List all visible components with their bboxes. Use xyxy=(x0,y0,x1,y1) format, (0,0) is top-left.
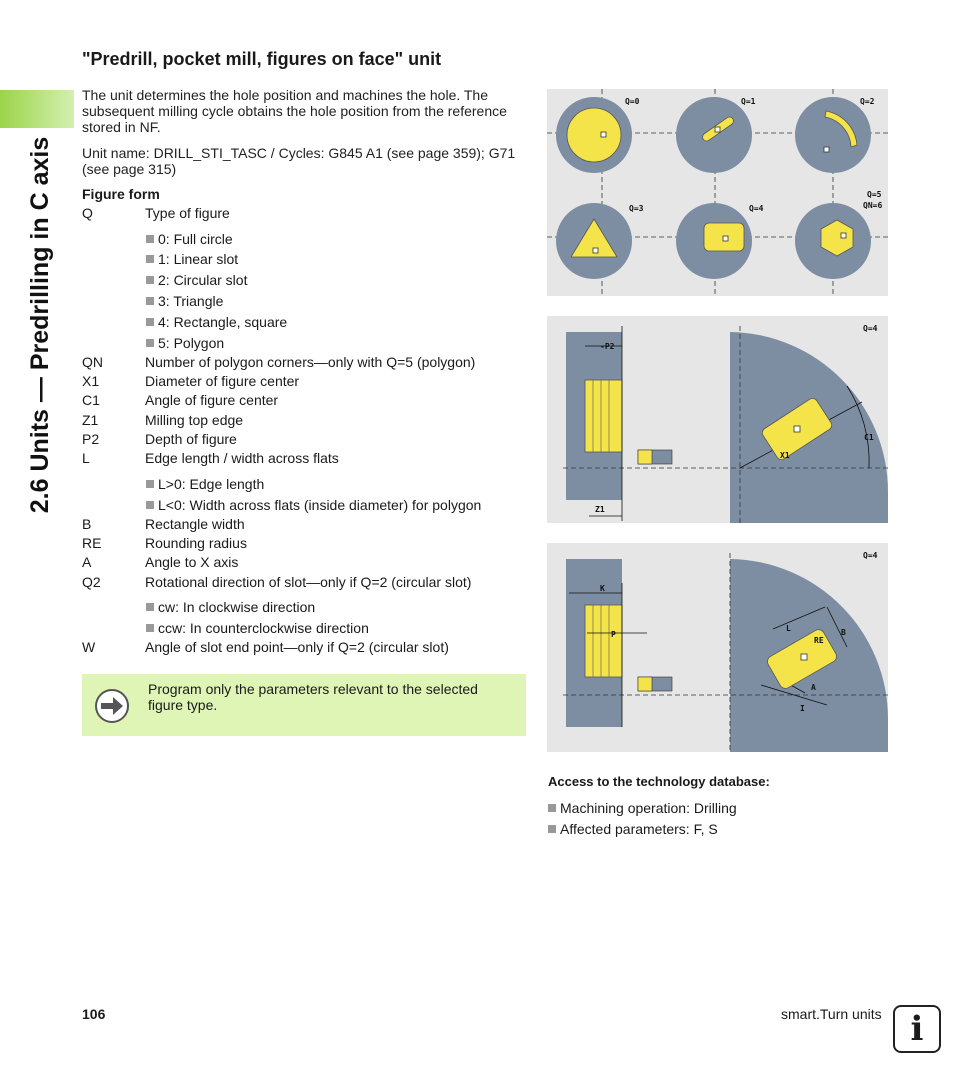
label-q0: Q=0 xyxy=(625,97,640,106)
label-l: L xyxy=(786,624,791,633)
label-q4-side: Q=4 xyxy=(863,324,878,333)
bullet-item: 0: Full circle xyxy=(146,231,233,248)
label-i: I xyxy=(800,704,805,713)
intro-paragraph: The unit determines the hole position and machines the hole. The subsequent milling cycle obtains the hole position from the reference stored in NF. xyxy=(82,87,507,135)
note-box xyxy=(82,674,526,736)
unit-name-paragraph: Unit name: DRILL_STI_TASC / Cycles: G845 A1 (see page 359); G71 (see page 315) xyxy=(82,145,516,177)
figure-types-diagram xyxy=(547,89,888,296)
chapter-tab-marker xyxy=(0,90,74,128)
bullet-item: 1: Linear slot xyxy=(146,251,238,268)
bullet-item: ccw: In counterclockwise direction xyxy=(146,620,369,637)
label-a: A xyxy=(811,683,816,692)
page-number: 106 xyxy=(82,1006,106,1022)
label-q5: Q=5 xyxy=(867,190,882,199)
label-q1: Q=1 xyxy=(741,97,756,106)
figure-form-label: Figure form xyxy=(82,186,160,202)
footer-section: smart.Turn units xyxy=(781,1006,882,1022)
tech-db-title: Access to the technology database: xyxy=(548,774,770,789)
info-icon: i xyxy=(893,1005,941,1053)
bullet-item: 4: Rectangle, square xyxy=(146,314,287,331)
bullet-item: L>0: Edge length xyxy=(146,476,264,493)
note-text: Program only the parameters relevant to the selected figure type. xyxy=(148,681,478,713)
label-q2: Q=2 xyxy=(860,97,875,106)
rectangle-dimensions-diagram xyxy=(547,543,888,752)
tech-item: Machining operation: Drilling xyxy=(548,800,737,817)
label-p2: -P2 xyxy=(600,342,615,351)
bullet-item: cw: In clockwise direction xyxy=(146,599,315,616)
chapter-title: 2.6 Units — Predrilling in C axis xyxy=(26,136,54,514)
label-q4: Q=4 xyxy=(749,204,764,213)
bullet-item: 3: Triangle xyxy=(146,293,223,310)
label-z1: Z1 xyxy=(595,505,605,514)
label-c1: C1 xyxy=(864,433,874,442)
bullet-item: 2: Circular slot xyxy=(146,272,247,289)
page-heading: "Predrill, pocket mill, figures on face" unit xyxy=(82,49,442,69)
pocket-depth-diagram xyxy=(547,316,888,523)
label-x1: X1 xyxy=(780,451,790,460)
tech-item: Affected parameters: F, S xyxy=(548,821,718,838)
label-re: RE xyxy=(814,636,824,645)
label-k: K xyxy=(600,584,605,593)
bullet-item: 5: Polygon xyxy=(146,335,224,352)
label-qn6: QN=6 xyxy=(863,201,883,210)
label-q4-rect: Q=4 xyxy=(863,551,878,560)
arrow-right-icon xyxy=(94,688,130,724)
label-b: B xyxy=(841,628,846,637)
bullet-item: L<0: Width across flats (inside diameter) for polygon xyxy=(146,497,481,514)
label-q3: Q=3 xyxy=(629,204,644,213)
label-p: P xyxy=(611,630,616,639)
